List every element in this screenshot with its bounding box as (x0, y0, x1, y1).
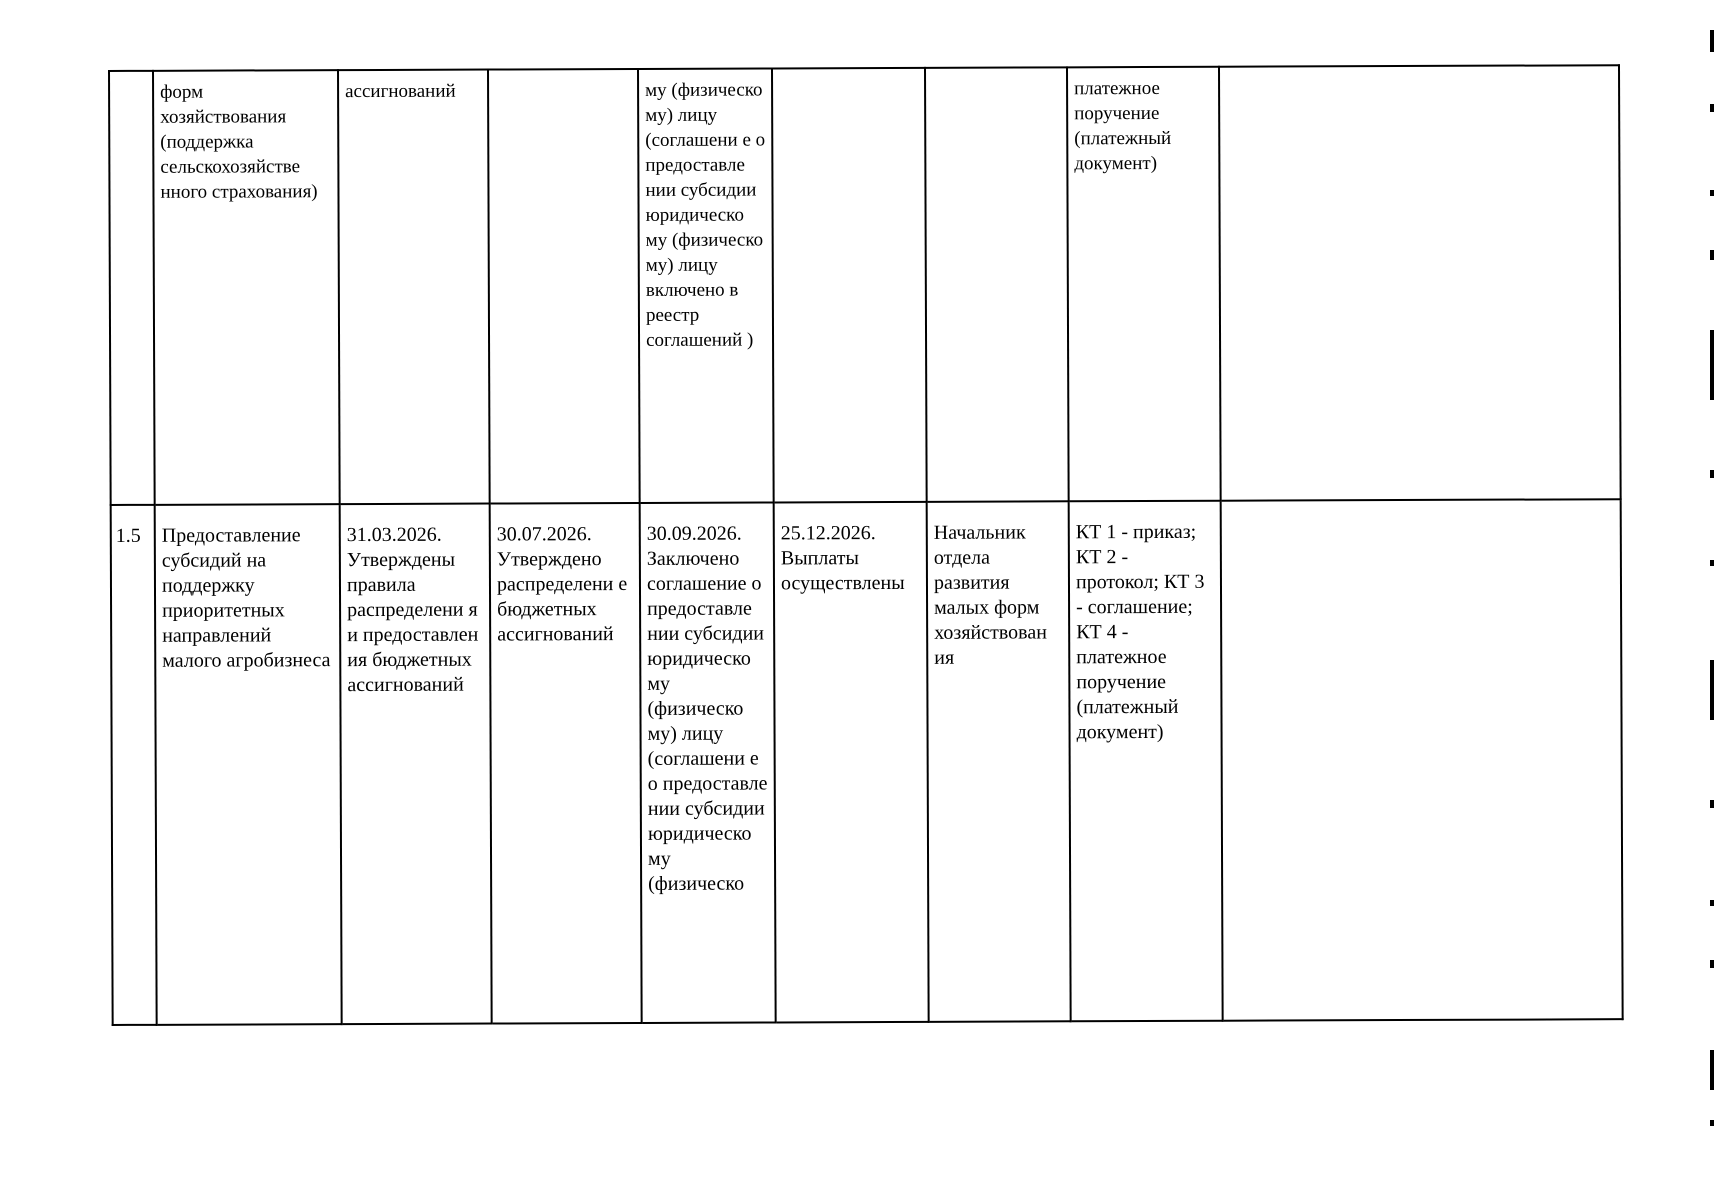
row-number-cell: 1.5 (111, 505, 157, 1025)
activity-name-cell: Предоставление субсидий на поддержку приоритетных направлений малого агробизнеса (155, 504, 342, 1025)
table-row (109, 65, 1621, 505)
checkpoint-2-cell (488, 69, 640, 504)
notes-cell (1221, 499, 1623, 1021)
checkpoint-4-cell (772, 68, 927, 503)
checkpoint-1-cell: 31.03.2026. Утверждены правила распределени я и предоставлен ия бюджетных ассигнований (340, 504, 492, 1025)
scan-edge-marks (1708, 0, 1714, 1200)
responsible-cell (925, 67, 1069, 502)
checkpoint-1-cell: ассигнований (338, 70, 490, 505)
checkpoint-4-cell: 25.12.2026. Выплаты осуществлены (774, 502, 929, 1023)
document-table (108, 64, 1624, 1026)
documents-cell: КТ 1 - приказ; КТ 2 - протокол; КТ 3 - соглашение; КТ 4 - платежное поручение (платежный документ) (1069, 501, 1223, 1022)
activity-name-cell: форм хозяйствования (поддержка сельскохозяйстве нного страхования) (153, 70, 340, 505)
responsible-cell: Начальник отдела развития малых форм хозяйствован ия (927, 501, 1071, 1022)
table-row (111, 499, 1623, 1025)
row-number-cell (109, 71, 155, 505)
checkpoint-3-cell: 30.09.2026. Заключено соглашение о предоставле нии субсидии юридическо му (физическо му) лицу (соглашени е о предоставле нии субсидии юридическо му (физическо (640, 502, 776, 1023)
documents-cell: платежное поручение (платежный документ) (1067, 67, 1221, 502)
checkpoint-3-cell: му (физическо му) лицу (соглашени е о предоставле нии субсидии юридическо му (физическо му) лицу включено в реестр соглашений ) (638, 68, 774, 503)
checkpoint-2-cell: 30.07.2026. Утверждено распределени е бюджетных ассигнований (490, 503, 642, 1024)
notes-cell (1219, 65, 1621, 501)
